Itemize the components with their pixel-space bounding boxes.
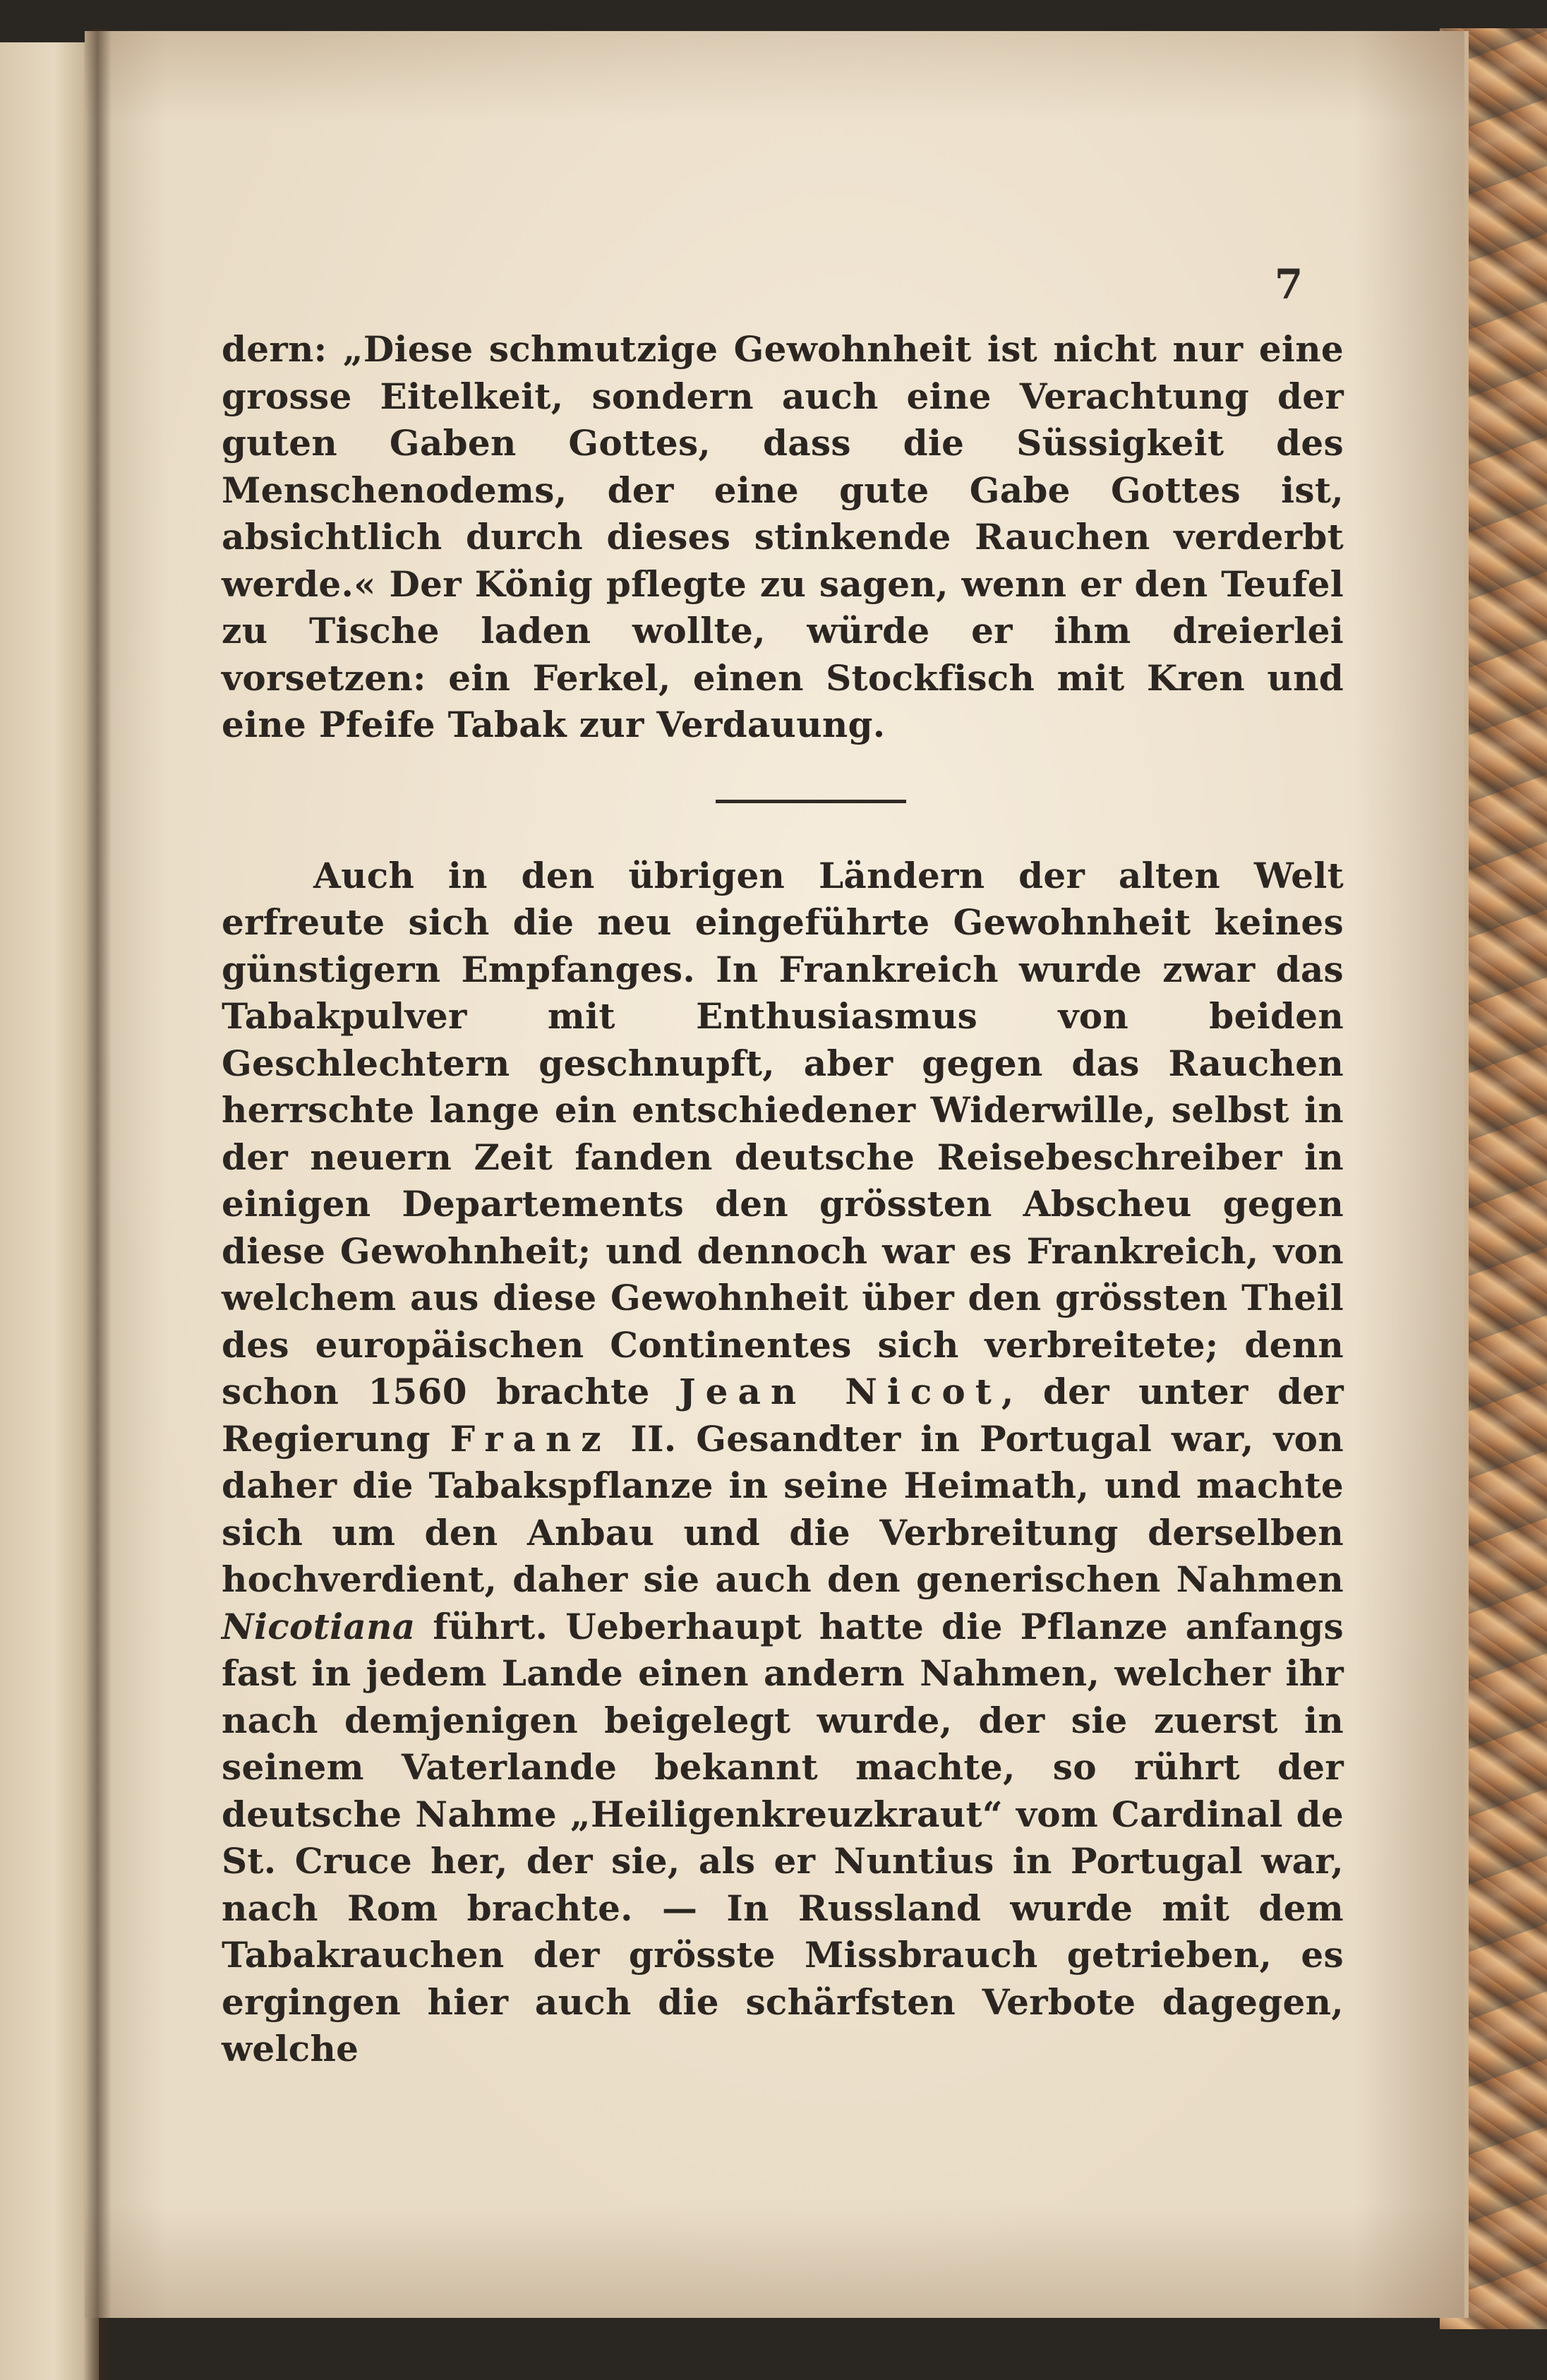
- spine-shadow: [83, 28, 112, 2380]
- paragraph-1: dern: „Diese schmutzige Gewohnheit ist nicht nur eine grosse Eitelkeit, sondern auch eine Verachtung der guten Gaben Gottes, dass die Süssigkeit des Menschenodems, der eine gute Gabe Gottes ist, absichtlich durch dieses stinkende Rauchen verderbt werde.« Der König pflegte zu sagen, wenn er den Teufel zu Tische laden wollte, würde er ihm dreierlei vorsetzen: ein Ferkel, einen Stockfisch mit Kren und eine Pfeife Tabak zur Verdauung.: [222, 328, 1344, 745]
- paragraph-2-part-3: II. Gesandter in Portugal war, von daher die Tabakspflanze in seine Heimath, und machte sich um den Anbau und die Verbreitung derselben hochverdient, daher sie auch den generischen Nahmen: [222, 1417, 1344, 1600]
- section-divider: [716, 800, 906, 803]
- book-page: [85, 31, 1469, 2318]
- page-number: 7: [1274, 260, 1304, 308]
- botanical-name-nicotiana: Nicotiana: [222, 1605, 416, 1647]
- person-name-franz: Franz: [450, 1417, 611, 1460]
- page-text: [222, 326, 1344, 2073]
- paragraph-2: [222, 853, 1344, 2073]
- paragraph-2-part-2: , der unter der Regierung: [222, 1371, 1344, 1460]
- paragraph-2-part-1: Auch in den übrigen Ländern der alten Welt erfreute sich die neu eingeführte Gewohnheit keines günstigern Empfanges. In Frankreich wurde zwar das Tabakpulver mit Enthusiasmus von beiden Geschlechtern geschnupft, aber gegen das Rauchen herrschte lange ein entschiedener Widerwille, selbst in der neuern Zeit fanden deutsche Reisebeschreiber in einigen Departements den grössten Abscheu gegen diese Gewohnheit; und dennoch war es Frankreich, von welchem aus diese Gewohnheit über den grössten Theil des europäischen Continentes sich verbreitete; denn schon 1560 brachte: [222, 854, 1344, 1412]
- paragraph-2-part-4: führt. Ueberhaupt hatte die Pflanze anfangs fast in jedem Lande einen andern Nahmen, welcher ihr nach demjenigen beigelegt wurde, der sie zuerst in seinem Vaterlande bekannt machte, so rührt der deutsche Nahme „Heiligenkreuzkraut“ vom Cardinal de St. Cruce her, der sie, als er Nuntius in Portugal war, nach Rom brachte. — In Russland wurde mit dem Tabakrauchen der grösste Missbrauch getrieben, es ergingen hier auch die schärfsten Verbote dagegen, welche: [222, 1605, 1344, 2069]
- person-name-jean-nicot: Jean Nicot: [678, 1371, 1001, 1412]
